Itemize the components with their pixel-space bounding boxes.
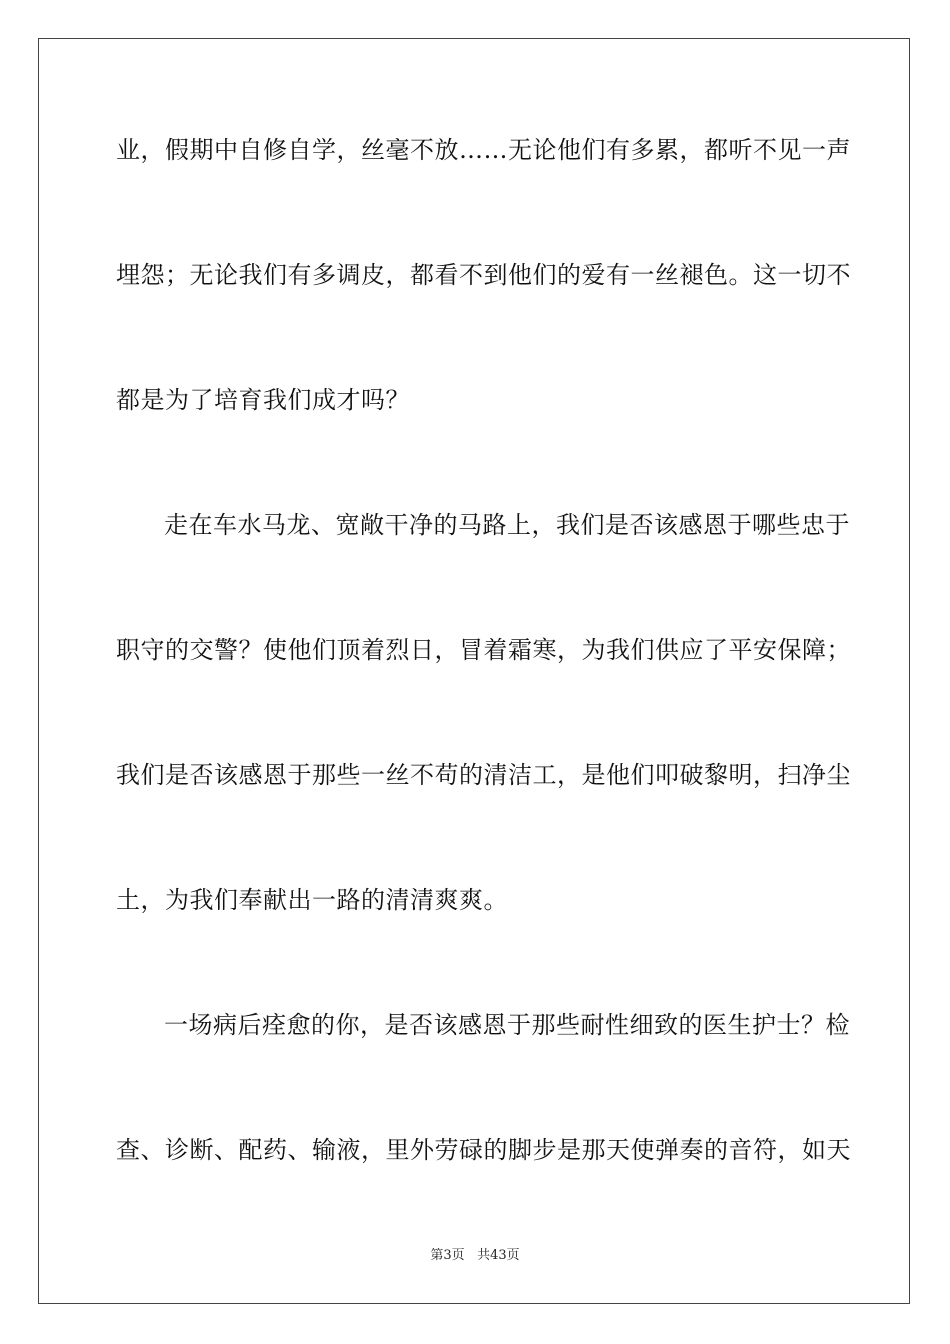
- paragraph-start-line: 走在车水马龙、宽敞干净的马路上，我们是否该感恩于哪些忠于: [164, 511, 850, 539]
- text-line: 都是为了培育我们成才吗？: [116, 386, 410, 414]
- page-border: [38, 38, 910, 1304]
- page-footer: [0, 1248, 950, 1264]
- text-line: 埋怨；无论我们有多调皮，都看不到他们的爱有一丝褪色。这一切不: [116, 261, 851, 289]
- page-number: 第3页: [430, 1248, 465, 1263]
- text-line: 业，假期中自修自学，丝毫不放……无论他们有多累，都听不见一声: [116, 136, 851, 164]
- text-line: 职守的交警？使他们顶着烈日，冒着霜寒，为我们供应了平安保障；: [116, 636, 851, 664]
- total-pages: 共43页: [477, 1248, 520, 1263]
- text-line: 土，为我们奉献出一路的清清爽爽。: [116, 886, 508, 914]
- text-line: 查、诊断、配药、输液，里外劳碌的脚步是那天使弹奏的音符，如天: [116, 1136, 851, 1164]
- paragraph-start-line: 一场病后痊愈的你，是否该感恩于那些耐性细致的医生护士？检: [164, 1011, 850, 1039]
- text-line: 我们是否该感恩于那些一丝不苟的清洁工，是他们叩破黎明，扫净尘: [116, 761, 851, 789]
